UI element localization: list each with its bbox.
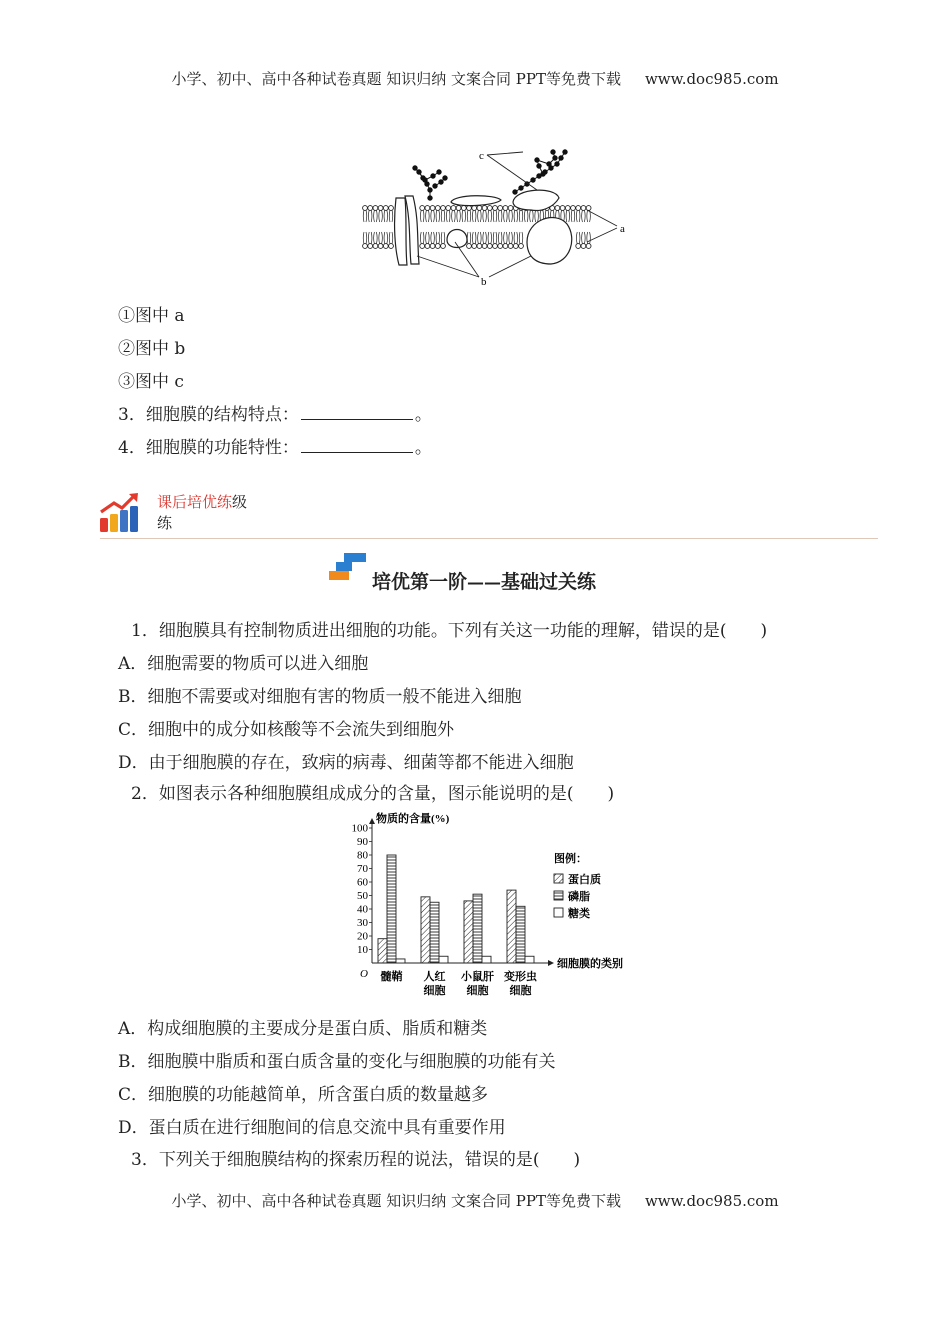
section-title-sub: 基础过关练: [501, 571, 597, 593]
lipid-head-inner: [513, 244, 518, 249]
sugar-unit: [439, 180, 443, 184]
fig-question-b: ②图中 b: [118, 339, 186, 359]
badge-title-rest: 级: [232, 493, 248, 511]
lipid-head-inner: [487, 244, 492, 249]
surface-protein-top: [451, 196, 501, 206]
legend-title: 图例：: [554, 853, 587, 865]
header-site: www.doc985.com: [644, 70, 779, 88]
bar-蛋白质: [464, 901, 473, 963]
question-1-option-b: B．细胞不需要或对细胞有害的物质一般不能进入细胞: [118, 687, 522, 707]
bar-糖类: [482, 956, 491, 963]
chart-legend: [554, 851, 601, 920]
lipid-head-inner: [586, 244, 591, 249]
question-1-stem: 1．细胞膜具有控制物质进出细胞的功能。下列有关这一功能的理解，错误的是( ): [131, 621, 768, 641]
lipid-head-inner: [472, 244, 477, 249]
label-a: a: [620, 223, 625, 235]
blank-suffix: 。: [414, 438, 432, 458]
sugar-unit: [537, 164, 541, 168]
y-tick-label: 50: [357, 890, 368, 902]
chart-bars: [378, 855, 534, 963]
sugar-unit: [413, 166, 417, 170]
lipid-head-outer: [503, 206, 508, 211]
lipid-head-outer: [363, 206, 368, 211]
x-axis-label: 细胞膜的类别: [557, 958, 623, 970]
lipid-head-outer: [586, 206, 591, 211]
lipid-head-inner: [467, 244, 472, 249]
section-title-main: 培优第一阶: [372, 571, 468, 593]
y-tick-label: 100: [351, 822, 368, 835]
sugar-unit: [428, 188, 432, 192]
blank-suffix: 。: [414, 405, 432, 425]
lipid-head-outer: [482, 206, 487, 211]
blank-prefix: 3．细胞膜的结构特点：: [118, 405, 299, 425]
y-tick-label: 80: [357, 849, 368, 862]
section-divider: [100, 538, 878, 539]
label-c: c: [479, 150, 484, 162]
question-3-stem: 3．下列关于细胞膜结构的探索历程的说法，错误的是( ): [131, 1150, 581, 1170]
question-2-option-c: C．细胞膜的功能越简单，所含蛋白质的数量越多: [118, 1085, 489, 1105]
fill-blank-structure: [118, 400, 432, 425]
lipid-head-outer: [461, 206, 466, 211]
lipid-head-outer: [456, 206, 461, 211]
page-footer: [0, 1190, 950, 1211]
bar-蛋白质: [421, 897, 430, 963]
lipid-head-inner: [420, 244, 425, 249]
fill-blank-function: [118, 433, 432, 458]
y-tick-label: 90: [357, 836, 368, 848]
y-tick-label: 60: [357, 876, 368, 889]
channel-protein-right: [405, 196, 419, 264]
legend-label: 磷脂: [568, 891, 590, 903]
answer-blank: [301, 436, 413, 453]
lipid-head-inner: [493, 244, 498, 249]
lipid-head-inner: [477, 244, 482, 249]
legend-swatch: [554, 891, 563, 900]
lipid-head-inner: [498, 244, 503, 249]
sugar-unit: [547, 162, 551, 166]
sugar-unit: [541, 172, 545, 176]
lipid-head-outer: [493, 206, 498, 211]
bar-糖类: [396, 959, 405, 963]
lipid-head-outer: [508, 206, 513, 211]
sugar-unit: [417, 170, 421, 174]
sugar-unit: [443, 176, 447, 180]
lipid-head-outer: [368, 206, 373, 211]
lipid-head-inner: [581, 244, 586, 249]
y-tick-label: 10: [357, 944, 368, 956]
lipid-head-inner: [503, 244, 508, 249]
lipid-head-inner: [368, 244, 373, 249]
x-tick-label: 细胞: [423, 985, 446, 997]
x-tick-label: 细胞: [509, 985, 532, 997]
sugar-unit: [559, 156, 563, 160]
channel-protein-left: [395, 198, 407, 265]
sugar-unit: [551, 150, 555, 154]
y-axis-label: 物质的含量(%): [376, 813, 450, 825]
badge-title-line2: 练: [157, 514, 173, 532]
lipid-head-outer: [389, 206, 394, 211]
x-tick-label: 细胞: [466, 985, 489, 997]
question-1-option-a: A．细胞需要的物质可以进入细胞: [118, 654, 369, 674]
label-b: b: [481, 276, 487, 288]
lipid-head-outer: [477, 206, 482, 211]
answer-blank: [301, 403, 413, 420]
lipid-head-inner: [373, 244, 378, 249]
large-protein: [527, 218, 572, 264]
growth-chart-icon: [98, 490, 144, 534]
footer-site: www.doc985.com: [644, 1192, 779, 1210]
legend-swatch: [554, 908, 563, 917]
bar-磷脂: [473, 894, 482, 963]
page-header: [0, 68, 950, 89]
x-tick-label: 人红: [423, 971, 446, 983]
lipid-head-inner: [435, 244, 440, 249]
lipid-head-outer: [435, 206, 440, 211]
x-tick-label: 变形虫: [504, 971, 537, 983]
lipid-head-outer: [472, 206, 477, 211]
legend-swatch: [554, 874, 563, 883]
question-2-option-b: B．细胞膜中脂质和蛋白质含量的变化与细胞膜的功能有关: [118, 1052, 556, 1072]
lipid-head-inner: [425, 244, 430, 249]
bar-磷脂: [387, 855, 396, 963]
legend-label: 糖类: [568, 908, 590, 920]
lipid-head-outer: [555, 206, 560, 211]
section-title: [372, 567, 596, 594]
lipid-head-outer: [373, 206, 378, 211]
lipid-head-outer: [487, 206, 492, 211]
sugar-unit: [531, 178, 535, 182]
sugar-unit: [431, 174, 435, 178]
lipid-head-inner: [378, 244, 383, 249]
lipid-head-inner: [519, 244, 524, 249]
lipid-head-outer: [378, 206, 383, 211]
lipid-head-outer: [430, 206, 435, 211]
lipid-head-inner: [383, 244, 388, 249]
header-text: 小学、初中、高中各种试卷真题 知识归纳 文案合同 PPT等免费下载: [171, 70, 621, 88]
sugar-unit: [513, 190, 517, 194]
sugar-unit: [423, 178, 427, 182]
lipid-head-outer: [441, 206, 446, 211]
legend-label: 蛋白质: [568, 874, 601, 886]
lipid-head-outer: [383, 206, 388, 211]
sugar-unit: [433, 184, 437, 188]
sugar-unit: [555, 162, 559, 166]
question-1-option-d: D．由于细胞膜的存在，致病的病毒、细菌等都不能进入细胞: [118, 753, 574, 773]
lipid-head-inner: [576, 244, 581, 249]
membrane-composition-chart: [322, 808, 652, 1008]
lipid-head-outer: [576, 206, 581, 211]
lipid-head-outer: [446, 206, 451, 211]
origin-label: O: [360, 968, 368, 980]
y-tick-label: 20: [357, 930, 368, 943]
lipid-head-outer: [498, 206, 503, 211]
blank-prefix: 4．细胞膜的功能特性：: [118, 438, 299, 458]
sugar-unit: [519, 186, 523, 190]
bar-蛋白质: [378, 939, 387, 963]
lipid-head-outer: [420, 206, 425, 211]
question-1-option-c: C．细胞中的成分如核酸等不会流失到细胞外: [118, 720, 455, 740]
section-badge-title: [157, 492, 247, 534]
chart-labels: [376, 811, 623, 997]
lipid-head-inner: [430, 244, 435, 249]
lipid-head-inner: [441, 244, 446, 249]
question-2-stem: 2．如图表示各种细胞膜组成成分的含量，图示能说明的是( ): [131, 784, 615, 804]
cell-membrane-diagram: [355, 140, 635, 290]
y-tick-label: 30: [357, 917, 368, 929]
lipid-head-outer: [451, 206, 456, 211]
bar-糖类: [439, 956, 448, 963]
lipid-head-outer: [581, 206, 586, 211]
lipid-head-inner: [389, 244, 394, 249]
lipid-head-outer: [565, 206, 570, 211]
bar-磷脂: [516, 906, 525, 963]
footer-text: 小学、初中、高中各种试卷真题 知识归纳 文案合同 PPT等免费下载: [171, 1192, 621, 1210]
question-2-option-d: D．蛋白质在进行细胞间的信息交流中具有重要作用: [118, 1118, 506, 1138]
bar-蛋白质: [507, 890, 516, 963]
lipid-head-inner: [363, 244, 368, 249]
badge-title-red: 课后培优练: [157, 493, 233, 511]
x-tick-label: 小鼠肝: [461, 971, 494, 983]
sugar-unit: [437, 170, 441, 174]
sugar-unit: [553, 156, 557, 160]
membrane-proteins: [395, 190, 572, 265]
sugar-unit: [428, 196, 432, 200]
lipid-head-outer: [560, 206, 565, 211]
bar-糖类: [525, 956, 534, 963]
sugar-unit: [563, 150, 567, 154]
fig-question-c: ③图中 c: [118, 372, 184, 392]
lipid-head-outer: [571, 206, 576, 211]
section-title-dash: ——: [467, 573, 502, 593]
y-tick-label: 40: [357, 903, 368, 916]
lipid-head-inner: [482, 244, 487, 249]
fig-question-a: ①图中 a: [118, 306, 185, 326]
sugar-unit: [535, 158, 539, 162]
x-tick-label: 髓鞘: [380, 971, 403, 983]
lipid-head-outer: [467, 206, 472, 211]
steps-icon: [328, 552, 368, 582]
bar-磷脂: [430, 902, 439, 963]
lipid-head-outer: [425, 206, 430, 211]
y-tick-label: 70: [357, 863, 368, 875]
lipid-head-inner: [508, 244, 513, 249]
question-2-option-a: A．构成细胞膜的主要成分是蛋白质、脂质和糖类: [118, 1019, 488, 1039]
